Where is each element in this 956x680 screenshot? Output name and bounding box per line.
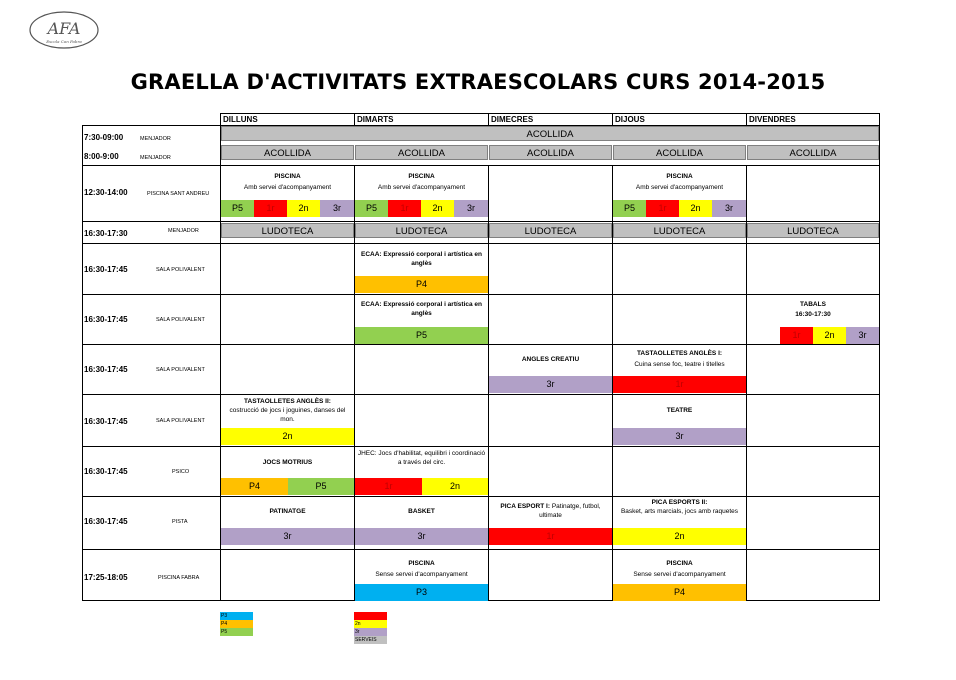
pica-esport1-text [489, 502, 612, 520]
piscina-dijous-sub: Amb servei d'acompanyament [635, 184, 724, 191]
acollida-dimecres: ACOLLIDA [489, 145, 612, 160]
basket-title: BASKET [408, 508, 435, 515]
time-r10: 16:30-17:45 [84, 517, 128, 526]
level-p5: P5 [288, 478, 354, 495]
row-divider [82, 221, 880, 222]
piscina-fabra-dimarts-title: PISCINA [408, 560, 435, 567]
logo-text: AFA [47, 19, 81, 38]
pica-esport1-title: PICA ESPORT I: [500, 503, 550, 510]
jocs-motrius-title: JOCS MOTRIUS [262, 459, 313, 466]
ludoteca-dilluns: LUDOTECA [221, 223, 354, 238]
time-r11: 17:25-18:05 [84, 573, 128, 582]
ecaa-p4-title: ECAA: Expressió corporal i artística en anglès [360, 251, 482, 267]
piscina-dijous-title: PISCINA [666, 173, 693, 180]
level-p4: P4 [613, 584, 746, 601]
row-divider [82, 446, 880, 447]
pica-esports2-sub: Basket, arts marcials, jocs amb raquetes [620, 508, 739, 515]
ludoteca-dijous: LUDOTECA [613, 223, 746, 238]
day-header-dijous: DIJOUS [612, 113, 746, 125]
legend-3r: 3r [354, 628, 387, 636]
row-divider [82, 549, 880, 550]
level-2n: 2n [221, 428, 354, 445]
level-3r: 3r [454, 200, 488, 217]
legend-p5: P5 [220, 628, 253, 636]
tabals-time: 16:30-17:30 [795, 311, 831, 318]
loc-r3: PISCINA SANT ANDREU [147, 191, 210, 197]
tastaolletes1-sub: Cuina sense foc, teatre i titelles [634, 361, 725, 368]
day-header-dimarts: DIMARTS [354, 113, 488, 125]
acollida-divendres: ACOLLIDA [747, 145, 879, 160]
pica-esport1-sub: Patinatge, futbol, ultimate [539, 503, 601, 519]
time-r3: 12:30-14:00 [84, 188, 128, 197]
piscina-dilluns-title: PISCINA [274, 173, 301, 180]
loc-r7: SALA POLIVALENT [156, 367, 205, 373]
level-3r: 3r [846, 327, 879, 344]
level-p3: P3 [355, 584, 488, 601]
legend-p3: P3 [220, 612, 253, 620]
row-divider [82, 344, 880, 345]
day-header-dilluns: DILLUNS [220, 113, 354, 125]
loc-r8: SALA POLIVALENT [156, 418, 205, 424]
level-1r: 1r [388, 200, 421, 217]
time-r6: 16:30-17:45 [84, 315, 128, 324]
legend-p4: P4 [220, 620, 253, 628]
level-p5: P5 [355, 200, 388, 217]
legend-2n: 2n [354, 620, 387, 628]
acollida-dimarts: ACOLLIDA [355, 145, 488, 160]
piscina-fabra-dijous-sub: Sense servei d'acompanyament [633, 571, 726, 578]
pica-esports2-title: PICA ESPORTS II: [651, 499, 708, 506]
level-1r: 1r [355, 478, 422, 495]
time-r2: 8:00-9:00 [84, 152, 119, 161]
level-3r: 3r [320, 200, 354, 217]
level-2n: 2n [613, 528, 746, 545]
level-2n: 2n [422, 478, 488, 495]
time-r8: 16:30-17:45 [84, 417, 128, 426]
level-2n: 2n [287, 200, 320, 217]
level-p5: P5 [221, 200, 254, 217]
level-3r: 3r [613, 428, 746, 445]
loc-r9: PSICO [172, 469, 190, 475]
ludoteca-dimarts: LUDOTECA [355, 223, 488, 238]
piscina-dimarts-title: PISCINA [408, 173, 435, 180]
piscina-dilluns-sub: Amb servei d'acompanyament [243, 184, 332, 191]
angles-creatiu-title: ANGLES CREATIU [521, 356, 580, 363]
legend-serveis: SERVEIS [354, 636, 387, 644]
piscina-fabra-dimarts-sub: Sense servei d'acompanyament [375, 571, 468, 578]
loc-r2: MENJADOR [140, 155, 171, 161]
tastaolletes2-title: TASTAOLLETES ANGLÈS II: [244, 398, 331, 405]
row-divider [82, 294, 880, 295]
piscina-fabra-dijous-title: PISCINA [666, 560, 693, 567]
tastaolletes1-title: TASTAOLLETES ANGLÈS I: [636, 350, 723, 357]
loc-r6: SALA POLIVALENT [156, 317, 205, 323]
acollida-dilluns: ACOLLIDA [221, 145, 354, 160]
row-divider [82, 243, 880, 244]
loc-r11: PISCINA FABRA [158, 575, 200, 581]
row-divider [82, 165, 880, 166]
level-1r: 1r [780, 327, 813, 344]
level-1r: 1r [646, 200, 679, 217]
time-r1: 7:30-09:00 [84, 133, 124, 142]
time-r9: 16:30-17:45 [84, 467, 128, 476]
level-1r: 1r [489, 528, 612, 545]
day-header-divendres: DIVENDRES [746, 113, 880, 125]
acollida-dijous: ACOLLIDA [613, 145, 746, 160]
tastaolletes2-sub: costrucció de jocs i joguines, danses del mon. [229, 407, 346, 423]
row-divider [82, 394, 880, 395]
level-2n: 2n [421, 200, 454, 217]
patinatge-title: PATINATGE [269, 508, 306, 515]
time-r4: 16:30-17:30 [84, 229, 128, 238]
level-p4: P4 [221, 478, 288, 495]
logo-subtitle: Escola Can Fabra [46, 39, 82, 44]
level-2n: 2n [679, 200, 712, 217]
level-2n: 2n [813, 327, 846, 344]
loc-r4: MENJADOR [168, 228, 199, 234]
ecaa-p5-title: ECAA: Expressió corporal i artística en anglès [360, 301, 482, 317]
tabals-title: TABALS [800, 301, 826, 308]
acollida-bar-all: ACOLLIDA [221, 126, 879, 141]
time-r5: 16:30-17:45 [84, 265, 128, 274]
jhec-title: JHEC: Jocs d'habilitat, equilibri i coordinació a través del circ. [357, 450, 486, 466]
row-divider [82, 496, 880, 497]
teatre-title: TEATRE [666, 407, 693, 414]
level-3r: 3r [489, 376, 612, 393]
loc-r5: SALA POLIVALENT [156, 267, 205, 273]
afa-logo [28, 10, 100, 50]
page-title: GRAELLA D'ACTIVITATS EXTRAESCOLARS CURS 2014-2015 [130, 70, 826, 94]
loc-r1: MENJADOR [140, 136, 171, 142]
level-3r: 3r [355, 528, 488, 545]
day-header-dimecres: DIMECRES [488, 113, 612, 125]
level-1r: 1r [613, 376, 746, 393]
level-p4: P4 [355, 276, 488, 293]
level-3r: 3r [221, 528, 354, 545]
level-3r: 3r [712, 200, 746, 217]
time-r7: 16:30-17:45 [84, 365, 128, 374]
ludoteca-divendres: LUDOTECA [747, 223, 879, 238]
level-p5: P5 [355, 327, 488, 344]
ludoteca-dimecres: LUDOTECA [489, 223, 612, 238]
piscina-dimarts-sub: Amb servei d'acompanyament [377, 184, 466, 191]
loc-r10: PISTA [172, 519, 188, 525]
legend-1r [354, 612, 387, 620]
level-p5: P5 [613, 200, 646, 217]
level-1r: 1r [254, 200, 287, 217]
